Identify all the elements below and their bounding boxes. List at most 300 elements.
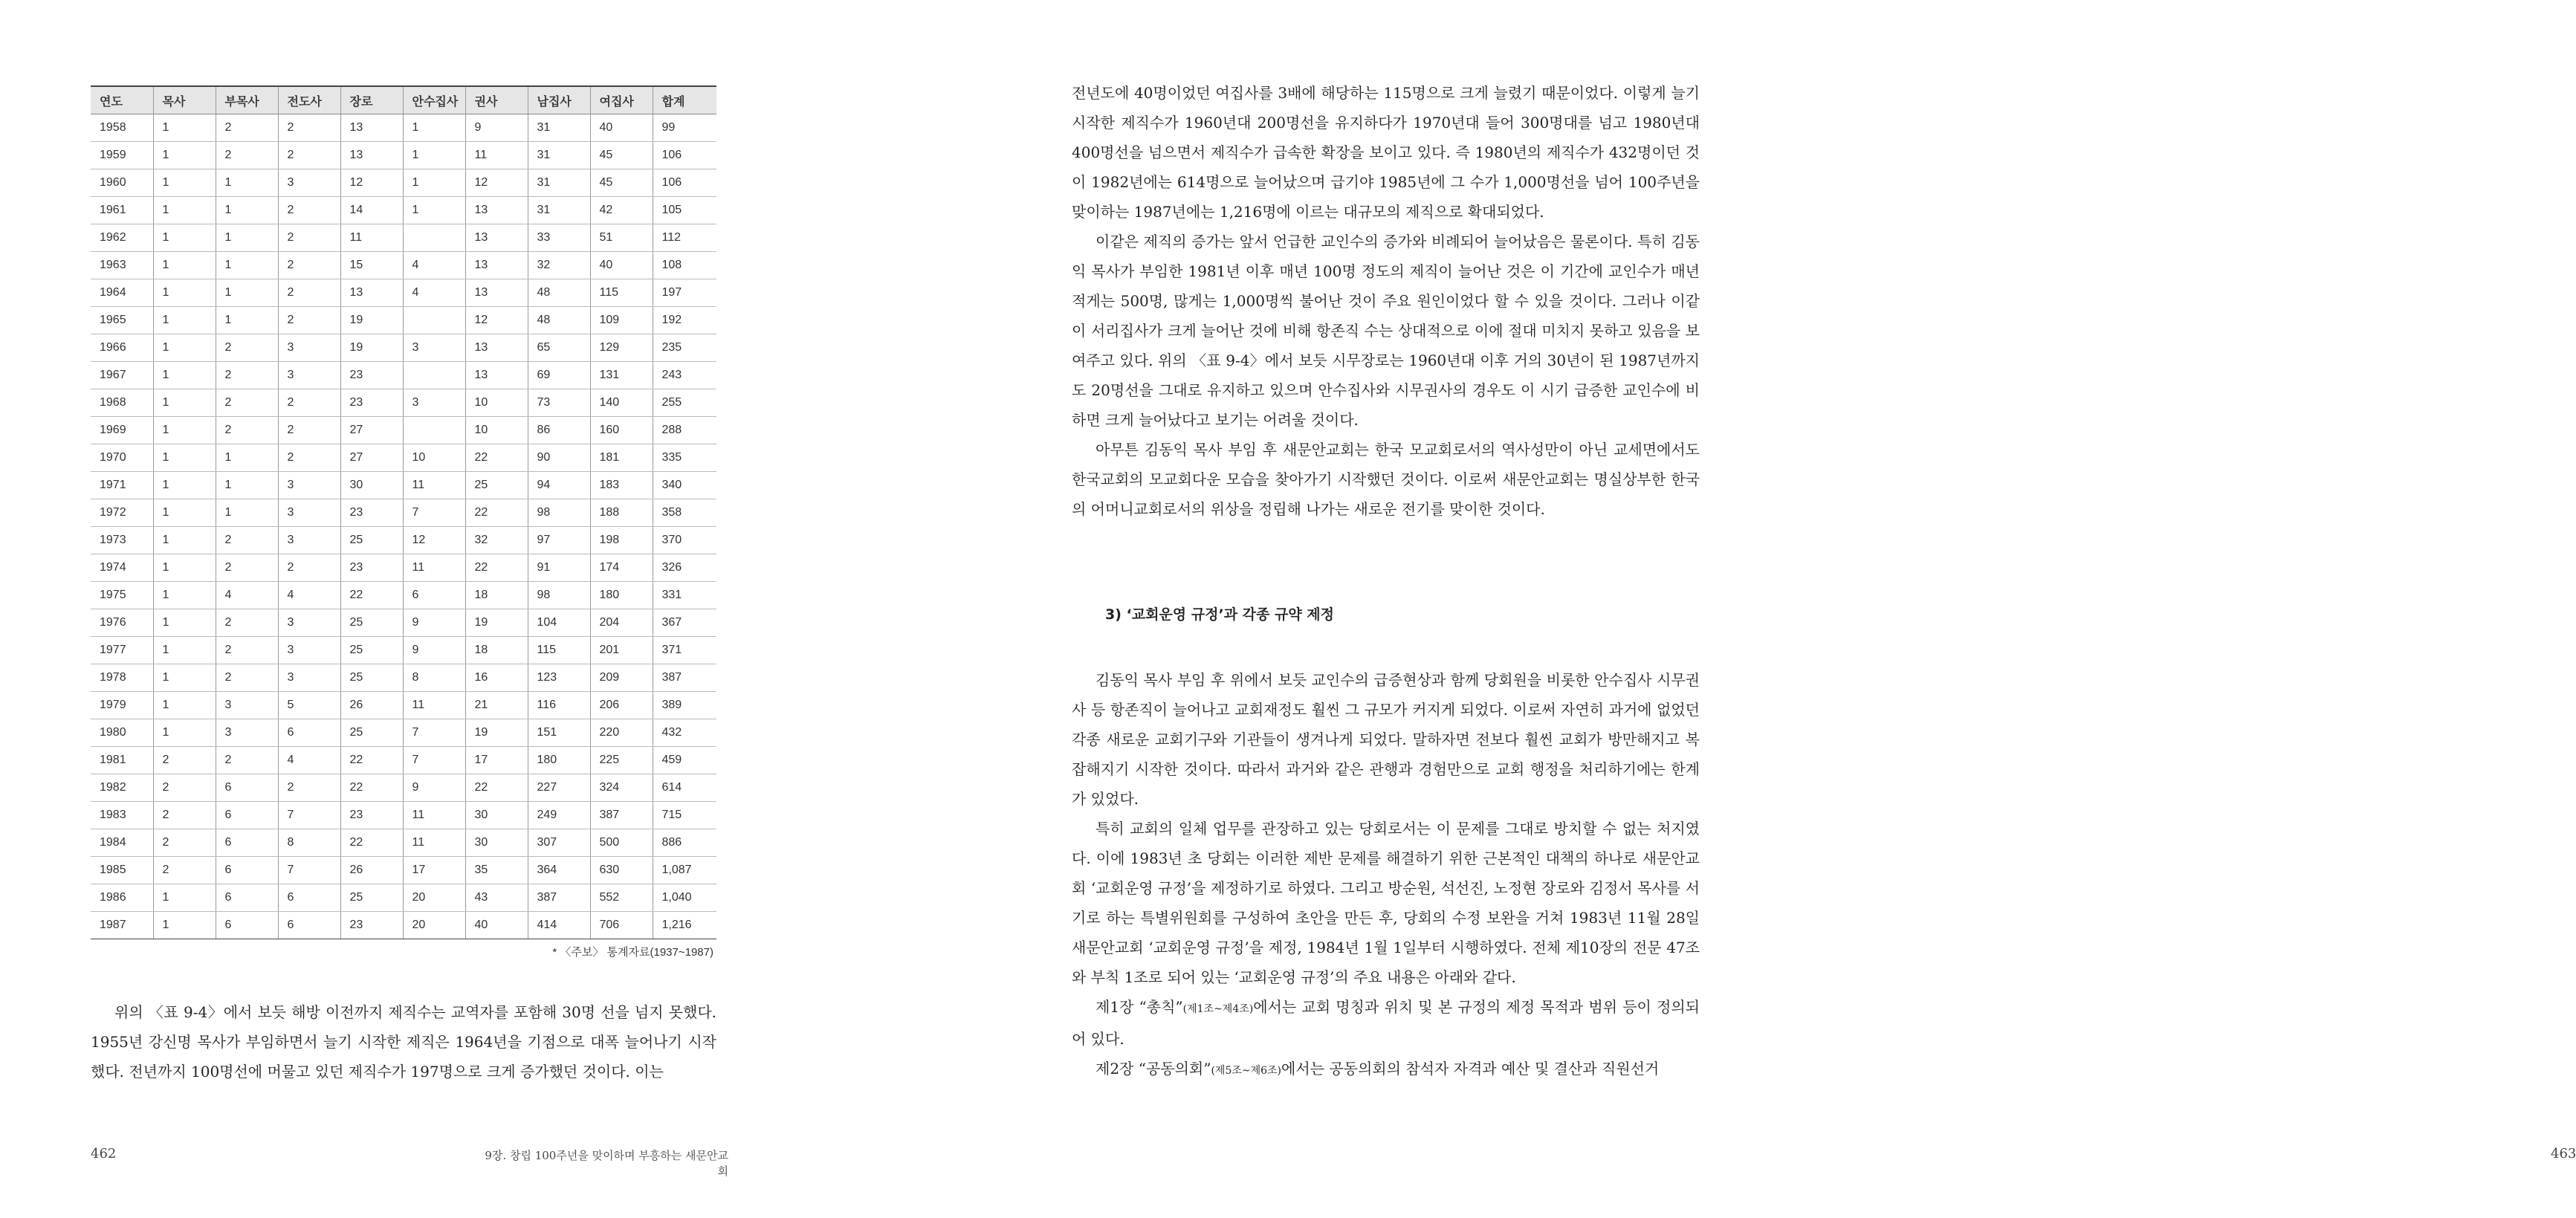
table-cell: 2: [216, 142, 278, 169]
table-row: [91, 389, 716, 417]
table-cell: 1: [153, 444, 216, 472]
table-cell: 30: [465, 802, 528, 829]
right-body-text-bottom: [1072, 665, 1700, 1086]
table-cell: 7: [278, 857, 340, 884]
table-cell: 13: [465, 224, 528, 252]
table-cell: 32: [465, 527, 528, 554]
table-cell: 40: [465, 912, 528, 939]
table-cell: [403, 307, 465, 334]
table-cell: 3: [278, 334, 340, 362]
table-cell: 1: [216, 252, 278, 279]
table-row: [91, 912, 716, 939]
table-cell: 2: [278, 142, 340, 169]
table-row: [91, 252, 716, 279]
paragraph: 위의 〈표 9-4〉에서 보듯 해방 이전까지 제직수는 교역자를 포함해 30명 선을 넘지 못했다. 1955년 강신명 목사가 부임하면서 늘기 시작한 제직은 1964년을 기점으로 대폭 늘어나기 시작했다. 전년까지 100명선에 머물고 있던 제직수가 197명으로 크게 증가했던 것이다. 이는: [91, 1003, 716, 1081]
table-cell: 288: [653, 417, 716, 444]
column-header: 목사: [153, 86, 216, 114]
table-cell: 1: [153, 307, 216, 334]
table-cell: 1961: [91, 197, 153, 224]
table-cell: 1963: [91, 252, 153, 279]
table-cell: 25: [340, 527, 403, 554]
table-cell: 26: [340, 857, 403, 884]
table-cell: 340: [653, 472, 716, 499]
paragraph: [1072, 1054, 1700, 1086]
table-cell: 1: [153, 719, 216, 747]
table-cell: 1: [216, 472, 278, 499]
table-cell: 23: [340, 802, 403, 829]
table-cell: 2: [216, 114, 278, 142]
table-cell: 45: [590, 142, 653, 169]
table-cell: 174: [590, 554, 653, 582]
table-cell: 9: [403, 609, 465, 637]
table-cell: 307: [528, 829, 590, 857]
table-cell: 1: [153, 554, 216, 582]
table-cell: 188: [590, 499, 653, 527]
table-cell: 22: [340, 747, 403, 774]
table-row: [91, 774, 716, 802]
table-cell: 3: [278, 169, 340, 197]
table-cell: 31: [528, 142, 590, 169]
table-cell: 2: [278, 197, 340, 224]
table-cell: 6: [216, 802, 278, 829]
table-cell: 108: [653, 252, 716, 279]
table-cell: 105: [653, 197, 716, 224]
table-cell: 12: [403, 527, 465, 554]
article-range: (제1조~제4조): [1182, 1003, 1254, 1015]
table-cell: 1: [216, 307, 278, 334]
table-cell: 22: [340, 829, 403, 857]
table-cell: 389: [653, 692, 716, 719]
table-cell: 1,087: [653, 857, 716, 884]
table-cell: 31: [528, 169, 590, 197]
table-cell: 432: [653, 719, 716, 747]
table-cell: 1969: [91, 417, 153, 444]
table-cell: 25: [340, 609, 403, 637]
table-cell: 33: [528, 224, 590, 252]
table-cell: 220: [590, 719, 653, 747]
column-header: 여집사: [590, 86, 653, 114]
table-cell: 13: [465, 197, 528, 224]
table-cell: 180: [528, 747, 590, 774]
table-cell: 104: [528, 609, 590, 637]
table-cell: 335: [653, 444, 716, 472]
table-cell: 1959: [91, 142, 153, 169]
table-cell: 3: [278, 664, 340, 692]
table-cell: 11: [465, 142, 528, 169]
table-cell: 367: [653, 609, 716, 637]
table-row: [91, 114, 716, 142]
table-cell: 1: [153, 334, 216, 362]
table-cell: 1966: [91, 334, 153, 362]
table-cell: 6: [278, 884, 340, 912]
table-cell: 25: [340, 884, 403, 912]
table-cell: 387: [653, 664, 716, 692]
table-cell: 552: [590, 884, 653, 912]
table-cell: 1: [153, 169, 216, 197]
table-cell: 11: [403, 692, 465, 719]
table-cell: 2: [216, 554, 278, 582]
table-cell: 10: [465, 389, 528, 417]
table-cell: 9: [403, 774, 465, 802]
table-cell: 3: [278, 472, 340, 499]
table-cell: 30: [340, 472, 403, 499]
table-cell: 25: [340, 637, 403, 664]
table-cell: 40: [590, 252, 653, 279]
article-range: (제5조~제6조): [1211, 1065, 1282, 1077]
table-cell: 1: [153, 582, 216, 609]
table-cell: 160: [590, 417, 653, 444]
table-body: [91, 114, 716, 939]
table-cell: 9: [403, 637, 465, 664]
table-cell: 23: [340, 499, 403, 527]
table-cell: 3: [403, 389, 465, 417]
table-row: [91, 802, 716, 829]
table-cell: 7: [403, 747, 465, 774]
table-cell: 1970: [91, 444, 153, 472]
table-cell: 8: [403, 664, 465, 692]
table-cell: 3: [216, 692, 278, 719]
table-cell: 3: [278, 609, 340, 637]
table-cell: 109: [590, 307, 653, 334]
table-cell: 2: [278, 279, 340, 307]
table-cell: 2: [153, 774, 216, 802]
table-row: [91, 197, 716, 224]
table-cell: 7: [278, 802, 340, 829]
table-cell: 65: [528, 334, 590, 362]
table-cell: 414: [528, 912, 590, 939]
table-cell: 31: [528, 197, 590, 224]
table-row: [91, 747, 716, 774]
page-number: 462: [91, 1146, 117, 1162]
table-cell: 19: [340, 334, 403, 362]
table-cell: 11: [403, 472, 465, 499]
table-cell: 13: [340, 114, 403, 142]
table-cell: 69: [528, 362, 590, 389]
table-cell: 192: [653, 307, 716, 334]
table-cell: 3: [278, 527, 340, 554]
table-cell: 25: [465, 472, 528, 499]
table-cell: 90: [528, 444, 590, 472]
table-cell: 2: [216, 609, 278, 637]
table-cell: 1: [153, 362, 216, 389]
table-row: [91, 307, 716, 334]
table-cell: 1967: [91, 362, 153, 389]
table-cell: 23: [340, 554, 403, 582]
table-cell: 123: [528, 664, 590, 692]
table-cell: 106: [653, 142, 716, 169]
table-cell: 364: [528, 857, 590, 884]
table-cell: 181: [590, 444, 653, 472]
table-row: [91, 829, 716, 857]
table-cell: 4: [403, 279, 465, 307]
table-cell: 387: [528, 884, 590, 912]
table-cell: 2: [278, 444, 340, 472]
table-row: [91, 472, 716, 499]
table-cell: 23: [340, 389, 403, 417]
table-cell: 40: [590, 114, 653, 142]
table-cell: 86: [528, 417, 590, 444]
table-cell: 235: [653, 334, 716, 362]
table-cell: 1,040: [653, 884, 716, 912]
table-cell: 1: [153, 279, 216, 307]
table-cell: 1: [153, 114, 216, 142]
table-cell: 48: [528, 307, 590, 334]
table-cell: 19: [465, 609, 528, 637]
table-cell: 2: [216, 417, 278, 444]
table-cell: 151: [528, 719, 590, 747]
table-cell: 1: [403, 197, 465, 224]
section-heading: 3) ‘교회운영 규정’과 각종 규약 제정: [1105, 606, 1335, 623]
table-cell: 459: [653, 747, 716, 774]
table-cell: 1986: [91, 884, 153, 912]
table-cell: 7: [403, 499, 465, 527]
table-cell: 13: [340, 142, 403, 169]
table-cell: 243: [653, 362, 716, 389]
column-header: 전도사: [278, 86, 340, 114]
table-cell: 2: [278, 389, 340, 417]
table-cell: 1964: [91, 279, 153, 307]
table-cell: 1980: [91, 719, 153, 747]
table-cell: 3: [216, 719, 278, 747]
paragraph: 전년도에 40명이었던 여집사를 3배에 해당하는 115명으로 크게 늘렸기 때문이었다. 이렇게 늘기 시작한 제직수가 1960년대 200명선을 유지하다가 1970년대 들어 300명대를 넘고 1980년대 400명선을 넘으면서 제직수가 급속한 확장을 보이고 있다. 즉 1980년의 제직수가 432명이던 것이 1982년에는 614명으로 늘어났으며 급기야 1985년에 그 수가 1,000명선을 넘어 100주년을 맞이하는 1987년에는 1,216명에 이르는 대규모의 제직으로 확대되었다.: [1072, 84, 1700, 221]
table-cell: 22: [340, 774, 403, 802]
table-cell: 112: [653, 224, 716, 252]
table-row: [91, 884, 716, 912]
table-cell: 106: [653, 169, 716, 197]
table-cell: 32: [528, 252, 590, 279]
table-row: [91, 334, 716, 362]
table-cell: 6: [403, 582, 465, 609]
paragraph-text: 에서는 공동의회의 참석자 자격과 예산 및 결산과 직원선거: [1281, 1060, 1660, 1078]
running-header: 9장. 창립 100주년을 맞이하며 부흥하는 새문안교회: [485, 1149, 728, 1178]
table-cell: 8: [278, 829, 340, 857]
table-cell: 183: [590, 472, 653, 499]
table-cell: 30: [465, 829, 528, 857]
table-cell: 15: [340, 252, 403, 279]
table-row: [91, 444, 716, 472]
table-cell: 4: [278, 582, 340, 609]
table-cell: 6: [278, 719, 340, 747]
table-cell: [403, 417, 465, 444]
table-row: [91, 857, 716, 884]
table-cell: 25: [340, 664, 403, 692]
table-cell: 13: [340, 279, 403, 307]
table-cell: 1: [216, 499, 278, 527]
table-cell: 2: [216, 362, 278, 389]
table-row: [91, 637, 716, 664]
table-row: [91, 362, 716, 389]
table-cell: 31: [528, 114, 590, 142]
table-cell: 20: [403, 884, 465, 912]
table-cell: 180: [590, 582, 653, 609]
table-cell: 6: [278, 912, 340, 939]
table-cell: 98: [528, 499, 590, 527]
table-cell: 115: [528, 637, 590, 664]
table-cell: 1: [153, 417, 216, 444]
table-cell: 13: [465, 252, 528, 279]
table-row: [91, 719, 716, 747]
table-cell: 2: [278, 554, 340, 582]
table-cell: 12: [465, 307, 528, 334]
table-cell: 42: [590, 197, 653, 224]
chapter-ref: 제1장 “총칙”: [1096, 998, 1183, 1016]
table-cell: 1: [153, 637, 216, 664]
table-cell: 886: [653, 829, 716, 857]
table-cell: 198: [590, 527, 653, 554]
table-cell: 94: [528, 472, 590, 499]
table-cell: 2: [216, 664, 278, 692]
table-cell: 35: [465, 857, 528, 884]
table-cell: 1978: [91, 664, 153, 692]
table-cell: 12: [340, 169, 403, 197]
table-cell: 6: [216, 829, 278, 857]
table-cell: 2: [278, 774, 340, 802]
table-cell: 18: [465, 582, 528, 609]
table-cell: 358: [653, 499, 716, 527]
table-cell: 17: [403, 857, 465, 884]
table-cell: 2: [216, 527, 278, 554]
table-cell: 1983: [91, 802, 153, 829]
table-cell: 1: [153, 664, 216, 692]
table-cell: 22: [465, 444, 528, 472]
table-cell: 2: [216, 747, 278, 774]
table-cell: 1: [216, 169, 278, 197]
table-cell: 1974: [91, 554, 153, 582]
table-cell: 22: [465, 774, 528, 802]
table-cell: 18: [465, 637, 528, 664]
column-header: 남집사: [528, 86, 590, 114]
table-cell: 22: [465, 554, 528, 582]
table-source-note: * 〈주보〉 통계자료(1937~1987): [552, 946, 713, 959]
table-cell: 1968: [91, 389, 153, 417]
table-row: [91, 582, 716, 609]
paragraph: [1072, 992, 1700, 1054]
table-cell: 13: [465, 362, 528, 389]
table-cell: 1973: [91, 527, 153, 554]
table-cell: 25: [340, 719, 403, 747]
table-cell: 630: [590, 857, 653, 884]
right-page: [892, 0, 2576, 1218]
table-cell: 98: [528, 582, 590, 609]
table-cell: 500: [590, 829, 653, 857]
table-cell: 23: [340, 912, 403, 939]
table-cell: 2: [216, 389, 278, 417]
table-cell: 10: [465, 417, 528, 444]
paragraph: 아무튼 김동익 목사 부임 후 새문안교회는 한국 모교회로서의 역사성만이 아닌 교세면에서도 한국교회의 모교회다운 모습을 찾아가기 시작했던 것이다. 이로써 새문안교회는 명실상부한 한국의 어머니교회로서의 위상을 정립해 나가는 새로운 전기를 맞이한 것이다.: [1072, 441, 1700, 518]
table-cell: 1: [153, 197, 216, 224]
table-cell: 225: [590, 747, 653, 774]
table-cell: 51: [590, 224, 653, 252]
paragraph: 이같은 제직의 증가는 앞서 언급한 교인수의 증가와 비례되어 늘어났음은 물론이다. 특히 김동익 목사가 부임한 1981년 이후 매년 100명 정도의 제직이 늘어난 것은 이 기간에 교인수가 매년 적게는 500명, 많게는 1,000명씩 불어난 것이 주요 원인이었다 할 수 있을 것이다. 그러나 이같이 서리집사가 크게 늘어난 것에 비해 항존직 수는 상대적으로 이에 절대 미치지 못하고 있음을 보여주고 있다. 위의 〈표 9-4〉에서 보듯 시무장로는 1960년대 이후 거의 30년이 된 1987년까지도 20명선을 그대로 유지하고 있으며 안수집사와 시무권사의 경우도 이 시기 급증한 교인수에 비하면 크게 늘어났다고 보기는 어려울 것이다.: [1072, 233, 1700, 429]
left-body-text: [91, 997, 716, 1086]
table-cell: 2: [153, 747, 216, 774]
table-cell: 2: [278, 114, 340, 142]
table-cell: 206: [590, 692, 653, 719]
table-cell: 99: [653, 114, 716, 142]
table-cell: 13: [465, 279, 528, 307]
table-cell: 12: [465, 169, 528, 197]
table-row: [91, 527, 716, 554]
table-cell: 1: [153, 609, 216, 637]
table-cell: 1981: [91, 747, 153, 774]
table-cell: 6: [216, 912, 278, 939]
table-cell: 6: [216, 884, 278, 912]
table-cell: 22: [340, 582, 403, 609]
table-cell: 1977: [91, 637, 153, 664]
table-cell: 14: [340, 197, 403, 224]
right-body-text-top: [1072, 78, 1700, 524]
table-cell: 1960: [91, 169, 153, 197]
table-cell: 3: [278, 499, 340, 527]
column-header: 장로: [340, 86, 403, 114]
table-cell: 3: [278, 637, 340, 664]
table-cell: 2: [216, 334, 278, 362]
page-number: 463: [2551, 1146, 2576, 1162]
table-cell: 331: [653, 582, 716, 609]
table-cell: 2: [278, 252, 340, 279]
table-cell: 255: [653, 389, 716, 417]
table-cell: 1984: [91, 829, 153, 857]
table-cell: 140: [590, 389, 653, 417]
table-cell: 1: [216, 279, 278, 307]
column-header: 합계: [653, 86, 716, 114]
table-cell: 4: [278, 747, 340, 774]
table-cell: 43: [465, 884, 528, 912]
column-header: 연도: [91, 86, 153, 114]
table-cell: 1: [216, 224, 278, 252]
table-cell: 20: [403, 912, 465, 939]
table-cell: 131: [590, 362, 653, 389]
table-cell: 197: [653, 279, 716, 307]
column-header: 안수집사: [403, 86, 465, 114]
table-header: [91, 86, 716, 114]
table-cell: 19: [340, 307, 403, 334]
table-cell: 97: [528, 527, 590, 554]
table-cell: 26: [340, 692, 403, 719]
table-cell: 1971: [91, 472, 153, 499]
table-cell: 73: [528, 389, 590, 417]
table-cell: 129: [590, 334, 653, 362]
table-cell: 2: [278, 307, 340, 334]
table-cell: 13: [465, 334, 528, 362]
table-cell: 1: [153, 252, 216, 279]
table-cell: 1: [403, 114, 465, 142]
table-cell: 1: [153, 692, 216, 719]
table-cell: 1: [153, 224, 216, 252]
table-cell: 1965: [91, 307, 153, 334]
table-cell: 1: [153, 527, 216, 554]
table-cell: 19: [465, 719, 528, 747]
table-cell: 1: [153, 389, 216, 417]
table-cell: 6: [216, 857, 278, 884]
table-cell: 91: [528, 554, 590, 582]
chapter-ref: 제2장 “공동의회”: [1096, 1060, 1211, 1078]
table-cell: 2: [278, 417, 340, 444]
table-cell: 1958: [91, 114, 153, 142]
paragraph: 특히 교회의 일체 업무를 관장하고 있는 당회로서는 이 문제를 그대로 방치할 수 없는 처지였다. 이에 1983년 초 당회는 이러한 제반 문제를 해결하기 위한 근본적인 대책의 하나로 새문안교회 ‘교회운영 규정’을 제정하기로 하였다. 그리고 방순원, 석선진, 노정현 장로와 김정서 목사를 서기로 하는 특별위원회를 구성하여 초안을 만든 후, 당회의 수정 보완을 거쳐 1983년 11월 28일 새문안교회 ‘교회운영 규정’을 제정, 1984년 1월 1일부터 시행하였다. 전체 제10장의 전문 47조와 부칙 1조로 되어 있는 ‘교회운영 규정’의 주요 내용은 아래와 같다.: [1072, 820, 1700, 986]
table-cell: 706: [590, 912, 653, 939]
table-cell: 1: [153, 499, 216, 527]
church-officer-statistics-table: [91, 85, 716, 939]
table-cell: 27: [340, 444, 403, 472]
table-cell: 17: [465, 747, 528, 774]
table-cell: 1975: [91, 582, 153, 609]
left-page: [0, 0, 892, 1218]
column-header: 권사: [465, 86, 528, 114]
table-cell: 2: [216, 637, 278, 664]
table-cell: 11: [340, 224, 403, 252]
table-cell: 1985: [91, 857, 153, 884]
